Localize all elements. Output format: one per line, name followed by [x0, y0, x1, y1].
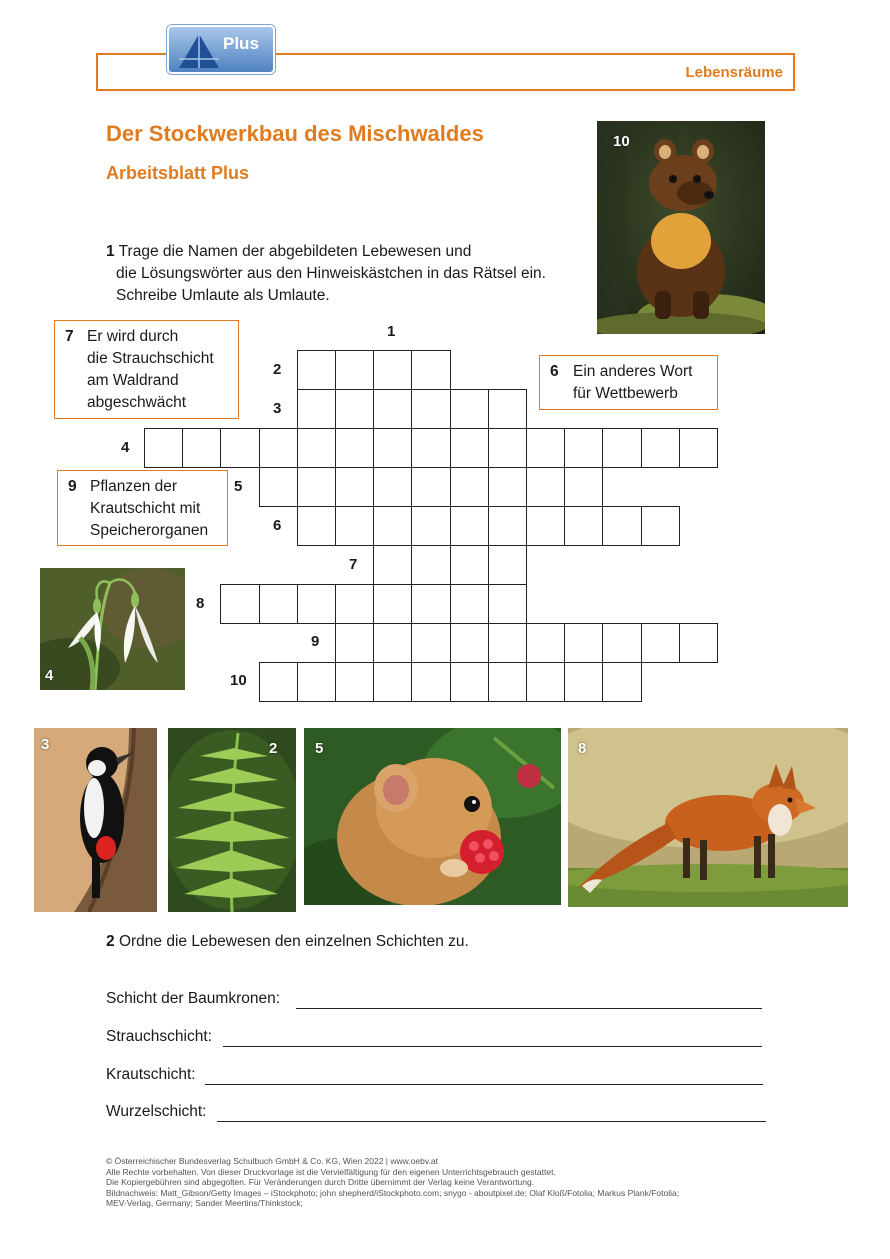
crossword-cell-9-1[interactable] — [335, 623, 374, 663]
crossword-cell-2-4[interactable] — [411, 350, 450, 390]
crossword-cell-2-2[interactable] — [335, 350, 374, 390]
crossword-cell-4-2[interactable] — [182, 428, 221, 468]
crossword-cell-5-6[interactable] — [450, 467, 489, 507]
hint-7-line: abgeschwächt — [87, 394, 187, 411]
crossword-cell-5-7[interactable] — [488, 467, 527, 507]
answer-line-herb[interactable] — [205, 1084, 763, 1085]
copyright-footer — [106, 1156, 679, 1209]
crossword-cell-9-4[interactable] — [450, 623, 489, 663]
crossword-cell-8-4[interactable] — [335, 584, 374, 624]
clue-number-5: 5 — [234, 478, 243, 495]
crossword-cell-5-5[interactable] — [411, 467, 450, 507]
crossword-cell-6-3[interactable] — [373, 506, 412, 546]
crossword-cell-4-13[interactable] — [602, 428, 641, 468]
crossword-cell-10-8[interactable] — [526, 662, 565, 702]
section-label: Lebensräume — [685, 64, 783, 81]
crossword-cell-6-4[interactable] — [411, 506, 450, 546]
crossword-cell-10-3[interactable] — [335, 662, 374, 702]
triangle-logo-icon — [177, 32, 221, 70]
crossword-cell-4-8[interactable] — [411, 428, 450, 468]
crossword-cell-9-8[interactable] — [602, 623, 641, 663]
crossword-cell-6-7[interactable] — [526, 506, 565, 546]
hint-6-number: 6 — [550, 363, 559, 380]
crossword-cell-10-2[interactable] — [297, 662, 336, 702]
fern-photo — [168, 728, 296, 912]
hint-box-9 — [57, 470, 228, 546]
crossword-cell-9-6[interactable] — [526, 623, 565, 663]
crossword-cell-5-3[interactable] — [335, 467, 374, 507]
crossword-cell-7-3[interactable] — [450, 545, 489, 585]
crossword-cell-4-9[interactable] — [450, 428, 489, 468]
crossword-cell-4-6[interactable] — [335, 428, 374, 468]
photo-number-5: 5 — [315, 740, 324, 757]
layer-label-root: Wurzelschicht: — [106, 1103, 207, 1120]
crossword-cell-9-10[interactable] — [679, 623, 718, 663]
clue-number-7: 7 — [349, 556, 358, 573]
photo-number-10: 10 — [613, 133, 630, 150]
crossword-cell-8-1[interactable] — [220, 584, 259, 624]
crossword-cell-2-1[interactable] — [297, 350, 336, 390]
footer-line: Alle Rechte vorbehalten. Von dieser Druckvorlage ist die Vervielfältigung für den eigenen Unterrichtsgebrauch gestattet. — [106, 1166, 556, 1177]
clue-number-3: 3 — [273, 400, 282, 417]
crossword-cell-4-4[interactable] — [259, 428, 298, 468]
footer-line: Die Kopiergebühren sind abgegolten. Für Veränderungen durch Dritte übernimmt der Verlag keine Verantwortung. — [106, 1177, 535, 1187]
task-1-instructions — [106, 241, 546, 307]
hint-box-7 — [54, 320, 239, 419]
clue-number-1: 1 — [387, 323, 396, 340]
hint-9-number: 9 — [68, 478, 77, 495]
crossword-cell-6-6[interactable] — [488, 506, 527, 546]
crossword-cell-3-1[interactable] — [297, 389, 336, 429]
clue-number-8: 8 — [196, 595, 205, 612]
crossword-cell-9-9[interactable] — [641, 623, 680, 663]
hint-7-line: Er wird durch — [87, 328, 179, 345]
crossword-cell-5-9[interactable] — [564, 467, 603, 507]
crossword-cell-3-2[interactable] — [335, 389, 374, 429]
crossword-cell-8-5[interactable] — [373, 584, 412, 624]
task-1-line-1: Trage die Namen der abgebildeten Lebewesen und — [118, 243, 472, 260]
crossword-cell-5-8[interactable] — [526, 467, 565, 507]
photo-number-8: 8 — [578, 740, 587, 757]
crossword-cell-9-5[interactable] — [488, 623, 527, 663]
hint-7-line: die Strauchschicht — [87, 350, 214, 367]
hint-9-line: Krautschicht mit — [90, 500, 201, 517]
layer-label-herb: Krautschicht: — [106, 1066, 196, 1083]
logo-text: Plus — [223, 34, 259, 53]
photo-number-2: 2 — [269, 740, 278, 757]
crossword-cell-4-10[interactable] — [488, 428, 527, 468]
hint-9-line: Pflanzen der — [90, 478, 178, 495]
crossword-cell-8-3[interactable] — [297, 584, 336, 624]
crossword-cell-8-7[interactable] — [450, 584, 489, 624]
footer-line: © Österreichischer Bundesverlag Schulbuch GmbH & Co. KG, Wien 2022 | www.oebv.at — [106, 1156, 438, 1166]
marten-photo — [597, 121, 765, 334]
crossword-cell-9-2[interactable] — [373, 623, 412, 663]
photo-number-3: 3 — [41, 736, 50, 753]
footer-line: MEV-Verlag, Germany; Sander Meertins/Thinkstock; — [106, 1198, 303, 1208]
crossword-cell-7-1[interactable] — [373, 545, 412, 585]
crossword-cell-4-15[interactable] — [679, 428, 718, 468]
hint-6-line: Ein anderes Wort — [573, 363, 693, 380]
crossword-cell-9-7[interactable] — [564, 623, 603, 663]
task-2-text: Ordne die Lebewesen den einzelnen Schichten zu. — [118, 933, 469, 950]
crossword-cell-3-5[interactable] — [450, 389, 489, 429]
crossword-cell-10-7[interactable] — [488, 662, 527, 702]
crossword-cell-7-2[interactable] — [411, 545, 450, 585]
crossword-cell-4-11[interactable] — [526, 428, 565, 468]
crossword-cell-9-3[interactable] — [411, 623, 450, 663]
answer-line-shrub[interactable] — [223, 1046, 762, 1047]
hint-9-line: Speicherorganen — [90, 522, 209, 539]
layer-row — [106, 1066, 766, 1088]
dormouse-photo — [304, 728, 561, 905]
task-1-number: 1 — [106, 243, 115, 260]
page-title: Der Stockwerkbau des Mischwaldes — [106, 121, 484, 146]
photo-number-4: 4 — [45, 667, 54, 684]
crossword-cell-5-1[interactable] — [259, 467, 298, 507]
crossword-cell-10-4[interactable] — [373, 662, 412, 702]
crossword-cell-10-10[interactable] — [602, 662, 641, 702]
crossword-cell-3-6[interactable] — [488, 389, 527, 429]
hint-6-line: für Wettbewerb — [573, 385, 678, 402]
crossword-cell-3-4[interactable] — [411, 389, 450, 429]
crossword-cell-4-12[interactable] — [564, 428, 603, 468]
clue-number-6: 6 — [273, 517, 282, 534]
task-1-line-2: die Lösungswörter aus den Hinweiskästchen in das Rätsel ein. — [116, 265, 546, 282]
answer-line-canopy[interactable] — [296, 1008, 762, 1009]
layer-row — [106, 1103, 768, 1125]
task-2-instructions — [106, 931, 469, 953]
clue-number-4: 4 — [121, 439, 130, 456]
crossword-cell-8-6[interactable] — [411, 584, 450, 624]
crossword-cell-4-5[interactable] — [297, 428, 336, 468]
crossword-cell-10-6[interactable] — [450, 662, 489, 702]
hint-box-6 — [539, 355, 718, 410]
crossword-cell-6-2[interactable] — [335, 506, 374, 546]
crossword-cell-10-1[interactable] — [259, 662, 298, 702]
crossword-cell-6-9[interactable] — [602, 506, 641, 546]
crossword-cell-7-4[interactable] — [488, 545, 527, 585]
layer-row — [106, 990, 766, 1012]
page-subtitle: Arbeitsblatt Plus — [106, 163, 250, 183]
crossword-cell-10-5[interactable] — [411, 662, 450, 702]
clue-number-9: 9 — [311, 633, 320, 650]
task-2-number: 2 — [106, 933, 115, 950]
crossword-cell-6-5[interactable] — [450, 506, 489, 546]
task-1-line-3: Schreibe Umlaute als Umlaute. — [116, 287, 330, 304]
crossword-cell-4-3[interactable] — [220, 428, 259, 468]
answer-line-root[interactable] — [217, 1121, 766, 1122]
crossword-cell-8-2[interactable] — [259, 584, 298, 624]
crossword-cell-2-3[interactable] — [373, 350, 412, 390]
crossword-cell-5-4[interactable] — [373, 467, 412, 507]
crossword-cell-6-1[interactable] — [297, 506, 336, 546]
hint-7-number: 7 — [65, 328, 74, 345]
crossword-cell-5-2[interactable] — [297, 467, 336, 507]
crossword-cell-4-1[interactable] — [144, 428, 183, 468]
crossword-cell-10-9[interactable] — [564, 662, 603, 702]
plus-logo — [167, 25, 275, 74]
crossword-cell-3-3[interactable] — [373, 389, 412, 429]
snowdrop-photo — [40, 568, 185, 690]
clue-number-2: 2 — [273, 361, 282, 378]
layer-row — [106, 1028, 766, 1050]
footer-line: Bildnachweis: Matt_Gibson/Getty Images – iStockphoto; john shepherd/iStockphoto.com; snygo - aboutpixel.de; Olaf Kloß/Fotolia; Markus Plank/Fotolia; — [106, 1187, 680, 1198]
crossword-cell-6-10[interactable] — [641, 506, 680, 546]
hint-7-line: am Waldrand — [87, 372, 179, 389]
clue-number-10: 10 — [230, 672, 247, 689]
crossword-cell-8-8[interactable] — [488, 584, 527, 624]
crossword-cell-6-8[interactable] — [564, 506, 603, 546]
layer-label-shrub: Strauchschicht: — [106, 1028, 212, 1045]
layer-label-canopy: Schicht der Baumkronen: — [106, 990, 281, 1007]
crossword-cell-4-14[interactable] — [641, 428, 680, 468]
fox-photo — [568, 728, 848, 907]
woodpecker-photo — [34, 728, 157, 912]
crossword-cell-4-7[interactable] — [373, 428, 412, 468]
